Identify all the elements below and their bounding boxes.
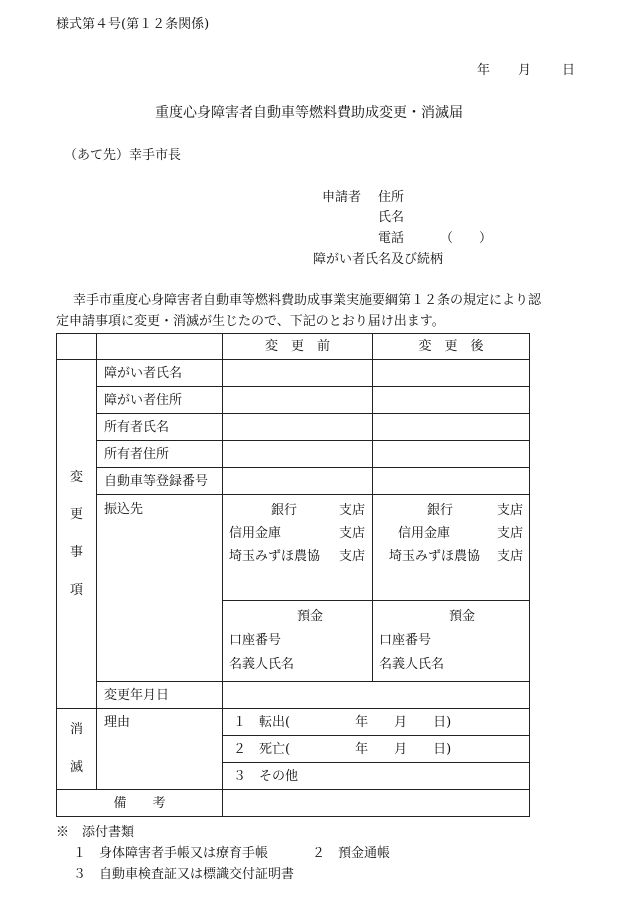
deposit-label: 預金	[449, 609, 476, 624]
change-form-table	[56, 333, 530, 817]
disabled-address-before-field[interactable]	[223, 387, 373, 414]
form-number: 様式第４号(第１２条関係)	[56, 17, 210, 32]
owner-address-after-field[interactable]	[373, 441, 530, 468]
reason-death[interactable]: ２ 死亡( 年 月 日)	[223, 736, 530, 763]
row-label-transfer: 振込先	[97, 495, 223, 682]
date-month-label: 月	[518, 63, 532, 78]
branch-label: 支店	[497, 549, 524, 564]
account-holder-label: 名義人氏名	[379, 657, 445, 672]
disabled-address-after-field[interactable]	[373, 387, 530, 414]
change-date-field[interactable]	[223, 682, 530, 709]
attachment-item-3: ３ 自動車検査証又は標識交付証明書	[73, 867, 295, 882]
change-items-group-label	[57, 360, 97, 709]
header-before: 変 更 前	[223, 334, 373, 360]
attachments-title: ※ 添付書類	[56, 825, 135, 840]
applicant-name-label: 氏名	[378, 210, 405, 225]
owner-name-before-field[interactable]	[223, 414, 373, 441]
reason-move-out[interactable]: １ 転出( 年 月 日)	[223, 709, 530, 736]
row-label-change-date: 変更年月日	[97, 682, 223, 709]
date-day-label: 日	[562, 63, 576, 78]
account-number-label: 口座番号	[379, 633, 432, 648]
body-text-line1: 幸手市重度心身障害者自動車等燃料費助成事業実施要綱第１２条の規定により認	[73, 293, 542, 308]
branch-label: 支店	[339, 526, 366, 541]
date-year-label: 年	[477, 63, 491, 78]
vehicle-reg-before-field[interactable]	[223, 468, 373, 495]
document-title: 重度心身障害者自動車等燃料費助成変更・消滅届	[155, 105, 463, 121]
addressee: （あて先）幸手市長	[64, 148, 182, 163]
branch-label: 支店	[339, 549, 366, 564]
disabled-name-after-field[interactable]	[373, 360, 530, 387]
extinction-group-label	[57, 709, 97, 790]
row-label-owner-address: 所有者住所	[97, 441, 223, 468]
applicant-address-label: 住所	[378, 190, 405, 205]
bank-after-cell[interactable]	[373, 495, 530, 601]
credit-union-label: 信用金庫	[229, 526, 282, 541]
row-label-disabled-name: 障がい者氏名	[97, 360, 223, 387]
attachment-item-2: ２ 預金通帳	[312, 846, 391, 861]
corner-cell	[57, 334, 97, 360]
deposit-label: 預金	[297, 609, 324, 624]
corner-cell	[97, 334, 223, 360]
branch-label: 支店	[339, 503, 366, 518]
row-label-owner-name: 所有者氏名	[97, 414, 223, 441]
saitama-ja-label: 埼玉みずほ農協	[389, 549, 481, 564]
branch-label: 支店	[497, 526, 524, 541]
branch-label: 支店	[497, 503, 524, 518]
reason-other[interactable]: ３ その他	[223, 763, 530, 790]
applicant-phone-label: 電話	[378, 231, 405, 246]
row-label-reason: 理由	[97, 709, 223, 790]
saitama-ja-label: 埼玉みずほ農協	[229, 549, 321, 564]
attachment-item-1: １ 身体障害者手帳又は療育手帳	[73, 846, 269, 861]
applicant-phone-paren: （ ）	[440, 231, 493, 246]
bank-label: 銀行	[271, 503, 298, 518]
disabled-name-before-field[interactable]	[223, 360, 373, 387]
remarks-field[interactable]	[223, 790, 530, 817]
header-after: 変 更 後	[373, 334, 530, 360]
account-before-cell[interactable]	[223, 601, 373, 682]
disabled-person-label: 障がい者氏名及び続柄	[313, 252, 444, 267]
bank-before-cell[interactable]	[223, 495, 373, 601]
vehicle-reg-after-field[interactable]	[373, 468, 530, 495]
account-after-cell[interactable]	[373, 601, 530, 682]
row-label-disabled-address: 障がい者住所	[97, 387, 223, 414]
account-number-label: 口座番号	[229, 633, 282, 648]
body-text-line2: 定申請事項に変更・消滅が生じたので、下記のとおり届け出ます。	[56, 314, 445, 329]
applicant-label: 申請者	[322, 190, 362, 205]
row-label-vehicle-registration: 自動車等登録番号	[97, 468, 223, 495]
remarks-label: 備 考	[57, 790, 223, 817]
owner-name-after-field[interactable]	[373, 414, 530, 441]
change-group-text: 変 更 事 項	[69, 469, 83, 598]
credit-union-label: 信用金庫	[398, 526, 451, 541]
bank-label: 銀行	[427, 503, 454, 518]
owner-address-before-field[interactable]	[223, 441, 373, 468]
extinction-group-text: 消 滅	[69, 722, 83, 775]
account-holder-label: 名義人氏名	[229, 657, 295, 672]
